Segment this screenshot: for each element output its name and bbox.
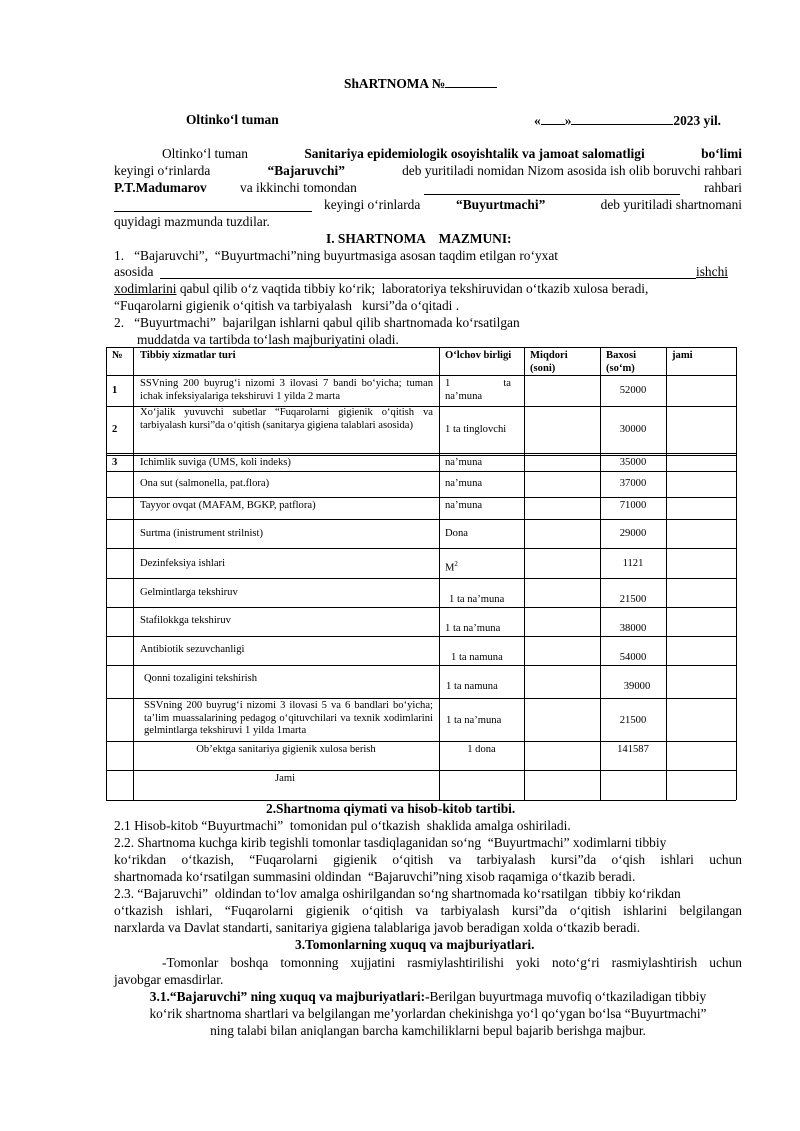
row-8-unit: 1 ta na’muna — [449, 594, 505, 605]
section-2-p2-line-2: ko‘rikdan o‘tkazish, “Fuqarolarni gigienik o‘qitish va tarbiyalash kursi”da o‘qish ishlari uchun — [114, 852, 742, 867]
place-name: Oltinko‘l tuman — [186, 112, 279, 127]
contract-title — [344, 75, 497, 92]
row-4-unit: na’muna — [445, 478, 483, 489]
row-9-unit: 1 ta na’muna — [445, 623, 501, 634]
row-7-service: Dezinfeksiya ishlari — [140, 558, 226, 569]
section-3-1-line-3: ning talabi bilan aniqlangan barcha kamchiliklarni bepul bajarib berishga majbur. — [210, 1023, 646, 1038]
row-11-unit: 1 ta namuna — [446, 681, 498, 692]
intro-l4-c: deb yuritiladi shartnomani — [600, 197, 742, 212]
row-11-price: 39000 — [623, 681, 651, 692]
header-service: Tibbiy xizmatlar turi — [140, 350, 236, 361]
intro-l2-c: deb yuritiladi nomidan Nizom asosida ish olib boruvchi rahbari — [402, 163, 742, 178]
header-total: jami — [672, 350, 693, 361]
intro-line-2 — [114, 163, 742, 179]
section-3-p-line-1: -Tomonlar boshqa tomonning xujjatini rasmiylashtirilishi yoki noto‘g‘ri rasmiylashtirish uchun — [162, 955, 742, 970]
intro-l4-a: keyingi o‘rinlarda — [324, 197, 421, 212]
customer-name-blank — [424, 182, 680, 195]
p1-xodimlarini: xodimlarini — [114, 281, 177, 296]
section-1-p1-line-4: “Fuqarolarni gigienik o‘qitish va tarbiyalash kursi”da o‘qitadi . — [114, 298, 460, 313]
intro-place: Oltinko‘l tuman — [162, 146, 248, 161]
row-6-service: Surtma (inistrument strilnist) — [140, 528, 263, 539]
section-1-p1-line-1: 1. “Bajaruvchi”, “Buyurtmachi”ning buyurtmasiga asosan taqdim etilgan ro‘yxat — [114, 248, 558, 263]
total-row-label: Jami — [275, 773, 296, 784]
date-open-quote: « — [534, 113, 541, 128]
row-10-price: 54000 — [619, 652, 647, 663]
row-6-price: 29000 — [619, 528, 647, 539]
row-7-unit-base: M — [445, 562, 455, 574]
services-table — [106, 347, 736, 800]
row-5-service: Tayyor ovqat (MAFAM, BGKP, patflora) — [140, 500, 316, 511]
row-12-unit: 1 ta na’muna — [446, 715, 502, 726]
intro-department-tail: bo‘limi — [701, 146, 742, 161]
intro-l3-c: rahbari — [704, 180, 742, 195]
section-3-1-title: 3.1.“Bajaruvchi” ning xuquq va majburiyatlari:- — [149, 989, 430, 1004]
p1-asosida: asosida — [114, 264, 154, 279]
p1-l3-rest: qabul qilib o‘z vaqtida tibbiy ko‘rik; laboratoriya tekshiruvidan o‘tkazib xulosa beradi, — [176, 281, 649, 296]
row-3-number: 3 — [112, 457, 118, 468]
section-2-p3-line-3: narxlarda va Davlat standarti, sanitariya gigiena talablariga javob beradigan xolda o‘tkazib beradi. — [114, 920, 641, 935]
row-12-price: 21500 — [619, 715, 647, 726]
header-unit: O‘lchov birligi — [445, 350, 512, 361]
section-1-p2-line-2: muddatda va tartibda to‘lash majburiyatini oladi. — [137, 332, 399, 347]
section-2-p2-line-3: shartnomada ko‘rsatilgan summasini oldindan “Bajaruvchi”ning xisob raqamiga o‘tkazib beradi. — [114, 869, 636, 884]
section-1-title: I. SHARTNOMA MAZMUNI: — [326, 231, 512, 246]
row-2-service: Xo‘jalik yuvuvchi subetlar “Fuqarolarni gigienik o‘qitish va tarbiyalash kursi”da o‘qitish (sanitarya gigiena talablari asosida) — [140, 407, 433, 431]
row-9-service: Stafilokkga tekshiruv — [140, 615, 231, 626]
row-2-price: 30000 — [619, 424, 647, 435]
row-4-price: 37000 — [619, 478, 647, 489]
contract-title-text: ShARTNOMA № — [344, 76, 446, 91]
row-1-number: 1 — [112, 385, 118, 396]
row-5-price: 71000 — [619, 500, 647, 511]
header-number: № — [112, 350, 123, 361]
section-2-title: 2.Shartnoma qiymati va hisob-kitob tartibi. — [266, 801, 516, 816]
intro-line-1 — [162, 146, 742, 162]
contract-date — [534, 112, 721, 129]
row-3-price: 35000 — [619, 457, 647, 468]
section-3-1-line-1 — [114, 989, 742, 1005]
row-13-service: Ob’ektga sanitariya gigienik xulosa berish — [196, 744, 376, 755]
section-2-p3-line-2: o‘tkazish ishlari, “Fuqarolarni gigienik o‘qitish va tarbiyalash kursi”da o‘qitish ishlarini belgilangan — [114, 903, 742, 918]
intro-l2-a: keyingi o‘rinlarda — [114, 163, 211, 178]
row-5-unit: na’muna — [445, 500, 483, 511]
row-1-service: SSVning 200 buyrug‘i nizomi 3 ilovasi 7 bandi bo‘yicha; tuman ichak infeksiyalariga tekshiruvi 1 yilda 2 marta — [140, 378, 433, 402]
section-2-p3-line-1: 2.3. “Bajaruvchi” oldindan to‘lov amalga oshirilgandan so‘ng shartnomada ko‘rsatilgan tibbiy ko‘rikdan — [114, 886, 681, 901]
customer-director-blank — [114, 199, 312, 212]
row-2-number: 2 — [112, 424, 118, 435]
row-10-unit: 1 ta namuna — [451, 652, 503, 663]
intro-line-3 — [114, 180, 742, 196]
date-close-quote: » — [564, 113, 572, 128]
p1-ishchi: ishchi — [696, 264, 728, 279]
row-13-price: 141587 — [617, 744, 649, 755]
section-1-p2-line-1: 2. “Buyurtmachi” bajarilgan ishlarni qabul qilib shartnomada ko‘rsatilgan — [114, 315, 520, 330]
row-2-unit: 1 ta tinglovchi — [445, 424, 507, 435]
section-1-p1-line-3 — [114, 281, 648, 297]
row-3-unit: na’muna — [445, 457, 483, 468]
row-12-service: SSVning 200 buyrug‘i nizomi 3 ilovasi 5 va 6 bandlari bo‘yicha; ta’lim muassalarining pedagog o‘qituvchilari va texnik xodimlarini gelmintlarga tekshiruvi 1 yilda 1marta — [144, 700, 433, 737]
section-3-1-l1-text: Berilgan buyurtmaga muvofiq o‘tkaziladigan tibbiy — [429, 989, 707, 1004]
list-blank — [160, 266, 696, 279]
row-1-price: 52000 — [619, 385, 647, 396]
header-price: Baxosi (so‘m) — [606, 350, 637, 374]
section-2-p2-line-1: 2.2. Shartnoma kuchga kirib tegishli tomonlar tasdiqlaganidan so‘ng “Buyurtmachi” xodimlarni tibbiy — [114, 835, 667, 850]
intro-line-5: quyidagi mazmunda tuzdilar. — [114, 214, 270, 229]
contract-number-blank — [445, 75, 497, 88]
section-3-p-line-2: javobgar emasdirlar. — [114, 972, 224, 987]
row-13-unit: 1 dona — [467, 744, 496, 755]
month-blank — [571, 112, 673, 125]
row-1-unit: 1 ta na’muna — [445, 378, 511, 402]
intro-l3-b: va ikkinchi tomondan — [240, 180, 357, 195]
section-3-1-line-2: ko‘rik shartnoma shartlari va belgilangan me’yorlardan chekinishga yo‘l qo‘ygan bo‘lsa “Buyurtmachi” — [149, 1006, 707, 1021]
intro-customer: “Buyurtmachi” — [456, 197, 546, 212]
intro-executor: “Bajaruvchi” — [267, 163, 345, 178]
row-4-service: Ona sut (salmonella, pat.flora) — [140, 478, 270, 489]
intro-department: Sanitariya epidemiologik osoyishtalik va jamoat salomatligi — [304, 146, 645, 161]
section-2-p1: 2.1 Hisob-kitob “Buyurtmachi” tomonidan pul o‘tkazish shaklida amalga oshiriladi. — [114, 818, 571, 833]
row-7-price: 1121 — [622, 558, 644, 569]
row-11-service: Qonni tozaligini tekshirish — [144, 673, 257, 684]
row-7-unit-sup: 2 — [454, 560, 458, 568]
row-6-unit: Dona — [445, 528, 468, 539]
date-year: 2023 yil. — [673, 113, 722, 128]
row-8-price: 21500 — [619, 594, 647, 605]
row-10-service: Antibiotik sezuvchanligi — [140, 644, 245, 655]
header-quantity: Miqdori (soni) — [530, 350, 568, 374]
intro-director-name: P.T.Madumarov — [114, 180, 207, 195]
section-3-title: 3.Tomonlarning xuquq va majburiyatlari. — [295, 937, 535, 952]
row-9-price: 38000 — [619, 623, 647, 634]
day-blank — [541, 112, 565, 125]
row-7-unit — [445, 558, 458, 575]
row-3-service: Ichimlik suviga (UMS, koli indeks) — [140, 457, 291, 468]
section-1-p1-line-2 — [114, 264, 742, 280]
row-8-service: Gelmintlarga tekshiruv — [140, 587, 238, 598]
